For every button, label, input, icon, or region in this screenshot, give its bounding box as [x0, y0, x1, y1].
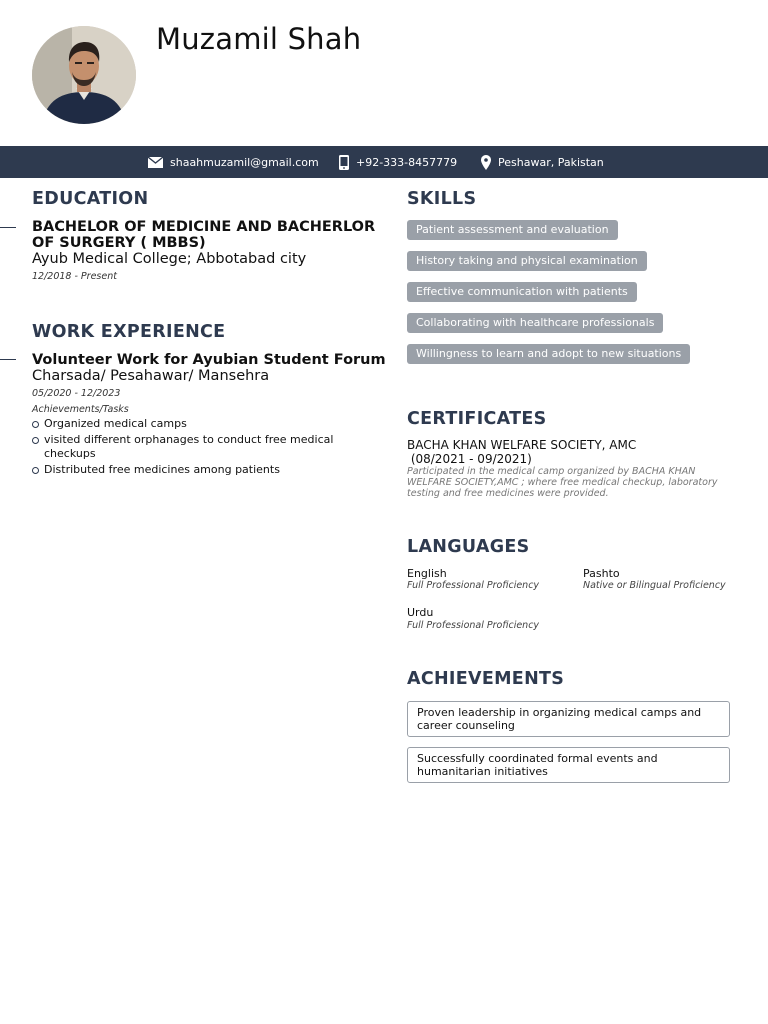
- certificates-heading: CERTIFICATES: [407, 409, 547, 429]
- work-role: Volunteer Work for Ayubian Student Forum: [32, 352, 386, 368]
- contact-email[interactable]: [148, 146, 319, 178]
- map-pin-icon: [481, 155, 491, 170]
- email-text: shaahmuzamil@gmail.com: [170, 155, 319, 169]
- skill-tag: History taking and physical examination: [407, 251, 647, 271]
- language-level: Full Professional Proficiency: [407, 620, 540, 631]
- languages-heading: LANGUAGES: [407, 537, 530, 557]
- degree-title-line1: BACHELOR OF MEDICINE AND BACHERLOR: [32, 219, 376, 235]
- contact-location: [481, 146, 604, 178]
- work-dates: 05/2020 - 12/2023: [32, 388, 121, 399]
- education-marker: [0, 227, 16, 228]
- envelope-icon: [148, 157, 163, 168]
- education-heading: EDUCATION: [32, 189, 149, 209]
- list-item: Distributed free medicines among patients: [32, 463, 342, 477]
- profile-photo: [32, 26, 136, 124]
- contact-phone[interactable]: [339, 146, 457, 178]
- skills-heading: SKILLS: [407, 189, 477, 209]
- skill-tag: Effective communication with patients: [407, 282, 637, 302]
- achievement-card: Proven leadership in organizing medical camps and career counseling: [407, 701, 730, 737]
- list-item: Organized medical camps: [32, 417, 342, 431]
- certificate-description: Participated in the medical camp organized by BACHA KHAN WELFARE SOCIETY,AMC ; where free medical checkup, laboratory testing and free medicines were provided.: [407, 466, 718, 499]
- phone-text: +92-333-8457779: [356, 155, 458, 169]
- mobile-phone-icon: [339, 155, 349, 170]
- work-location: Charsada/ Pesahawar/ Mansehra: [32, 368, 270, 384]
- achievements-tasks-label: Achievements/Tasks: [32, 404, 129, 415]
- education-dates: 12/2018 - Present: [32, 271, 117, 282]
- certificate-dates: (08/2021 - 09/2021): [407, 452, 532, 466]
- institution-name: Ayub Medical College; Abbotabad city: [32, 251, 307, 267]
- work-experience-heading: WORK EXPERIENCE: [32, 322, 226, 342]
- resume-header: [0, 0, 768, 146]
- skill-tag: Collaborating with healthcare professionals: [407, 313, 663, 333]
- achievement-card: Successfully coordinated formal events and humanitarian initiatives: [407, 747, 730, 783]
- list-item: visited different orphanages to conduct free medical checkups: [32, 433, 342, 461]
- certificate-title: [407, 438, 636, 466]
- language-name: Urdu: [407, 606, 434, 619]
- achievements-heading: ACHIEVEMENTS: [407, 669, 565, 689]
- candidate-name: Muzamil Shah: [156, 22, 362, 56]
- degree-title-line2: OF SURGERY ( MBBS): [32, 235, 206, 251]
- skill-tag: Willingness to learn and adopt to new situations: [407, 344, 690, 364]
- language-name: Pashto: [583, 567, 620, 580]
- contact-bar: [0, 146, 768, 178]
- location-text: Peshawar, Pakistan: [498, 155, 604, 169]
- work-bullets: [32, 417, 342, 479]
- skill-tag: Patient assessment and evaluation: [407, 220, 618, 240]
- certificate-name: BACHA KHAN WELFARE SOCIETY, AMC: [407, 438, 637, 452]
- language-name: English: [407, 567, 447, 580]
- language-level: Full Professional Proficiency: [407, 580, 540, 591]
- language-level: Native or Bilingual Proficiency: [583, 580, 726, 591]
- work-marker: [0, 359, 16, 360]
